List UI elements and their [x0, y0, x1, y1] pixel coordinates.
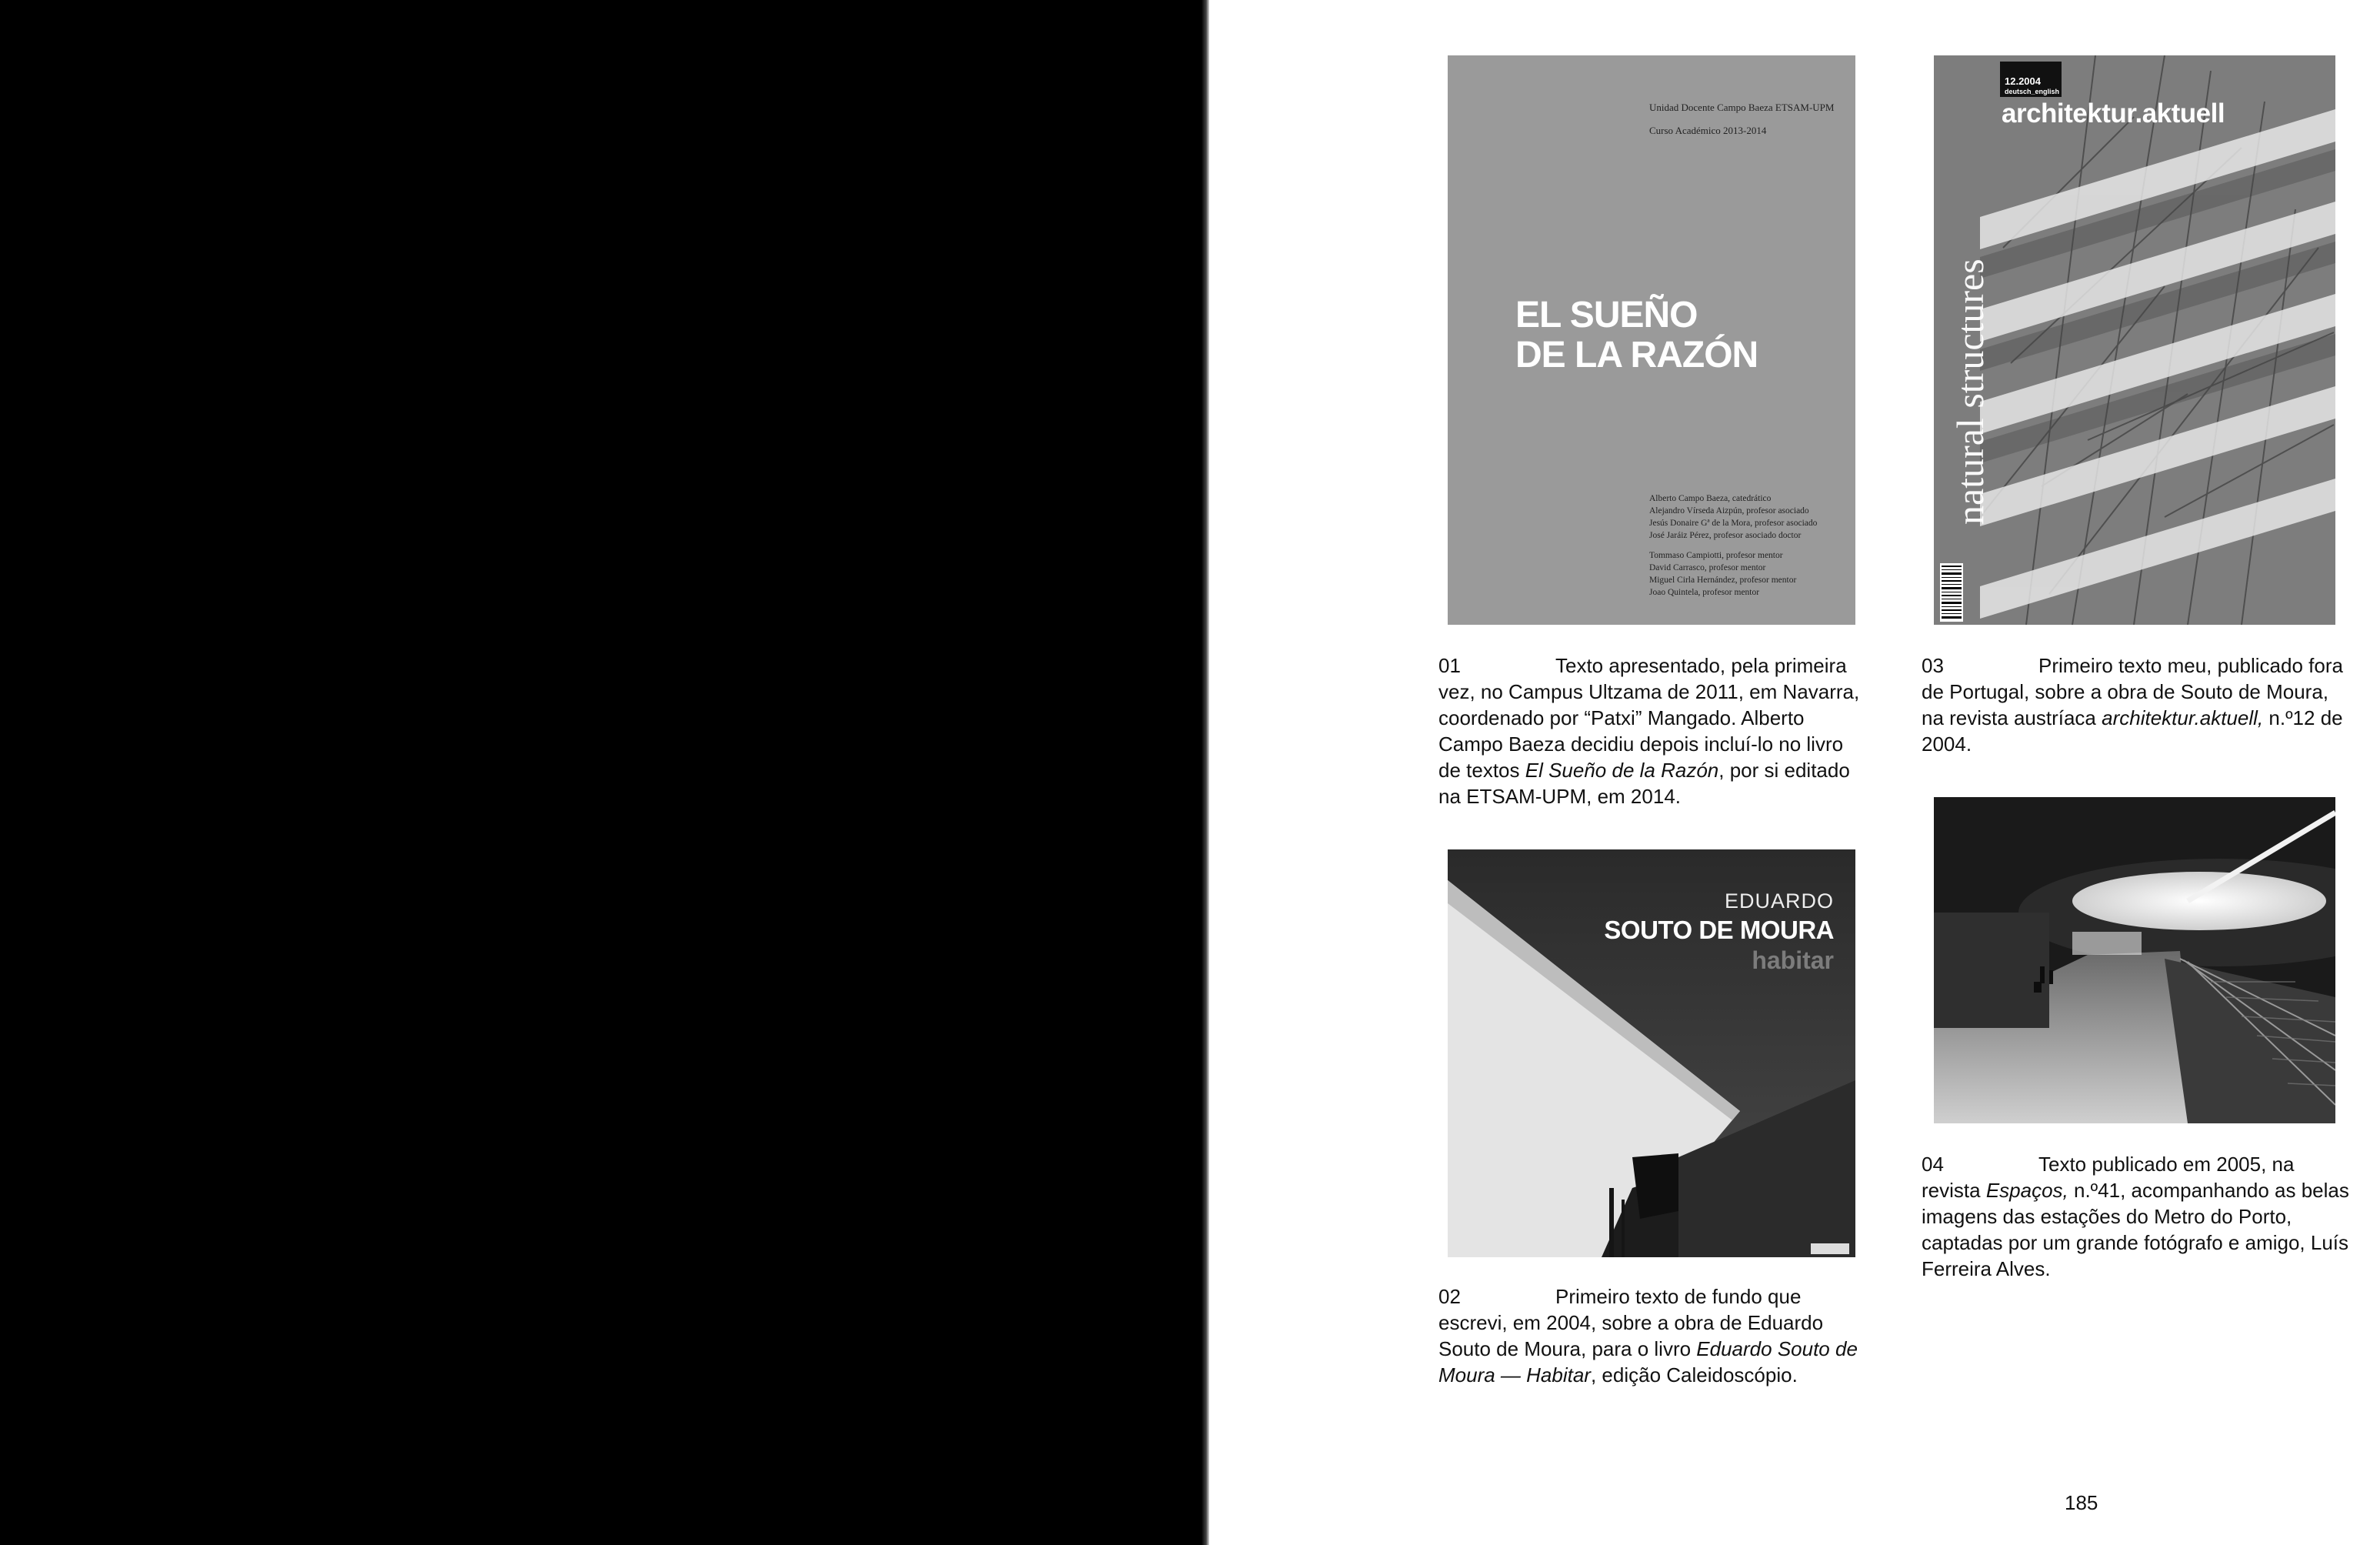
metro-station-photo: [1934, 797, 2335, 1123]
caption-01: [1438, 652, 1866, 809]
credit-line: Jesús Donaire Gª de la Mora, profesor asociado: [1649, 519, 1818, 528]
barcode-icon: [1940, 563, 1963, 622]
credit-line: Miguel Cirla Hernández, profesor mentor: [1649, 576, 1797, 585]
caption-02: [1438, 1283, 1866, 1388]
caption-03: [1922, 652, 2349, 757]
book-gutter: [1202, 0, 1209, 1545]
magazine-issue-box: [2000, 62, 2062, 97]
magazine-cover-architektur-aktuell: [1934, 55, 2335, 625]
magazine-vertical-title: natural structures: [1948, 259, 1992, 525]
caption-number: 01: [1438, 654, 1461, 677]
caption-text: Primeiro texto meu, publicado fora de Portugal, sobre a obra de Souto de Moura, na revista austríaca architektur.aktuell, n.º12 de 2004.: [1922, 654, 2343, 756]
credit-line: José Jaráiz Pérez, profesor asociado doctor: [1649, 531, 1802, 540]
magazine-masthead: architektur.aktuell: [2002, 98, 2225, 128]
magazine-issue-number: 12.2004: [2005, 75, 2041, 87]
book-title-eduardo: EDUARDO: [1724, 889, 1834, 913]
cover-title-line2: DE LA RAZÓN: [1515, 335, 1758, 375]
credit-line: Alejandro Vírseda Aizpún, profesor asociado: [1649, 506, 1809, 516]
credit-line: David Carrasco, profesor mentor: [1649, 563, 1766, 572]
cover-institution: Unidad Docente Campo Baeza ETSAM-UPM: [1649, 102, 1835, 113]
magazine-language: deutsch_english: [2005, 88, 2060, 95]
metro-platform-image: [1934, 797, 2335, 1123]
page-number: 185: [2065, 1491, 2098, 1514]
book-title-habitar: habitar: [1752, 946, 1834, 974]
cover-title: [1515, 295, 1758, 375]
caption-number: 02: [1438, 1285, 1461, 1308]
magazine-cover-photo: [1934, 55, 2335, 625]
cover-souto-de-moura-habitar: [1448, 849, 1855, 1257]
caption-number: 04: [1922, 1153, 1944, 1176]
caption-text: Texto publicado em 2005, na revista Espaços, n.º41, acompanhando as belas imagens das estações do Metro do Porto, captadas por um grande fotógrafo e amigo, Luís Ferreira Alves.: [1922, 1153, 2349, 1280]
credit-line: Joao Quintela, profesor mentor: [1649, 588, 1760, 597]
cover-title-line1: EL SUEÑO: [1515, 295, 1698, 335]
credit-line: Alberto Campo Baeza, catedrático: [1649, 494, 1772, 503]
caption-04: [1922, 1151, 2349, 1282]
cover-el-sueno-de-la-razon: [1448, 55, 1855, 625]
caption-text: Texto apresentado, pela primeira vez, no Campus Ultzama de 2011, em Navarra, coordenado por “Patxi” Mangado. Alberto Campo Baeza decidiu depois incluí-lo no livro de textos El Sueño de la Razón, por si editado na ETSAM-UPM, em 2014.: [1438, 654, 1860, 808]
cover-credits: [1649, 492, 1817, 599]
caption-text: Primeiro texto de fundo que escrevi, em 2004, sobre a obra de Eduardo Souto de Moura, para o livro Eduardo Souto de Moura — Habitar, edição Caleidoscópio.: [1438, 1285, 1858, 1386]
cover-academic-year: Curso Académico 2013-2014: [1649, 125, 1767, 136]
credit-line: Tommaso Campiotti, profesor mentor: [1649, 551, 1783, 560]
book-title-souto-de-moura: SOUTO DE MOURA: [1604, 916, 1834, 944]
caption-number: 03: [1922, 654, 1944, 677]
